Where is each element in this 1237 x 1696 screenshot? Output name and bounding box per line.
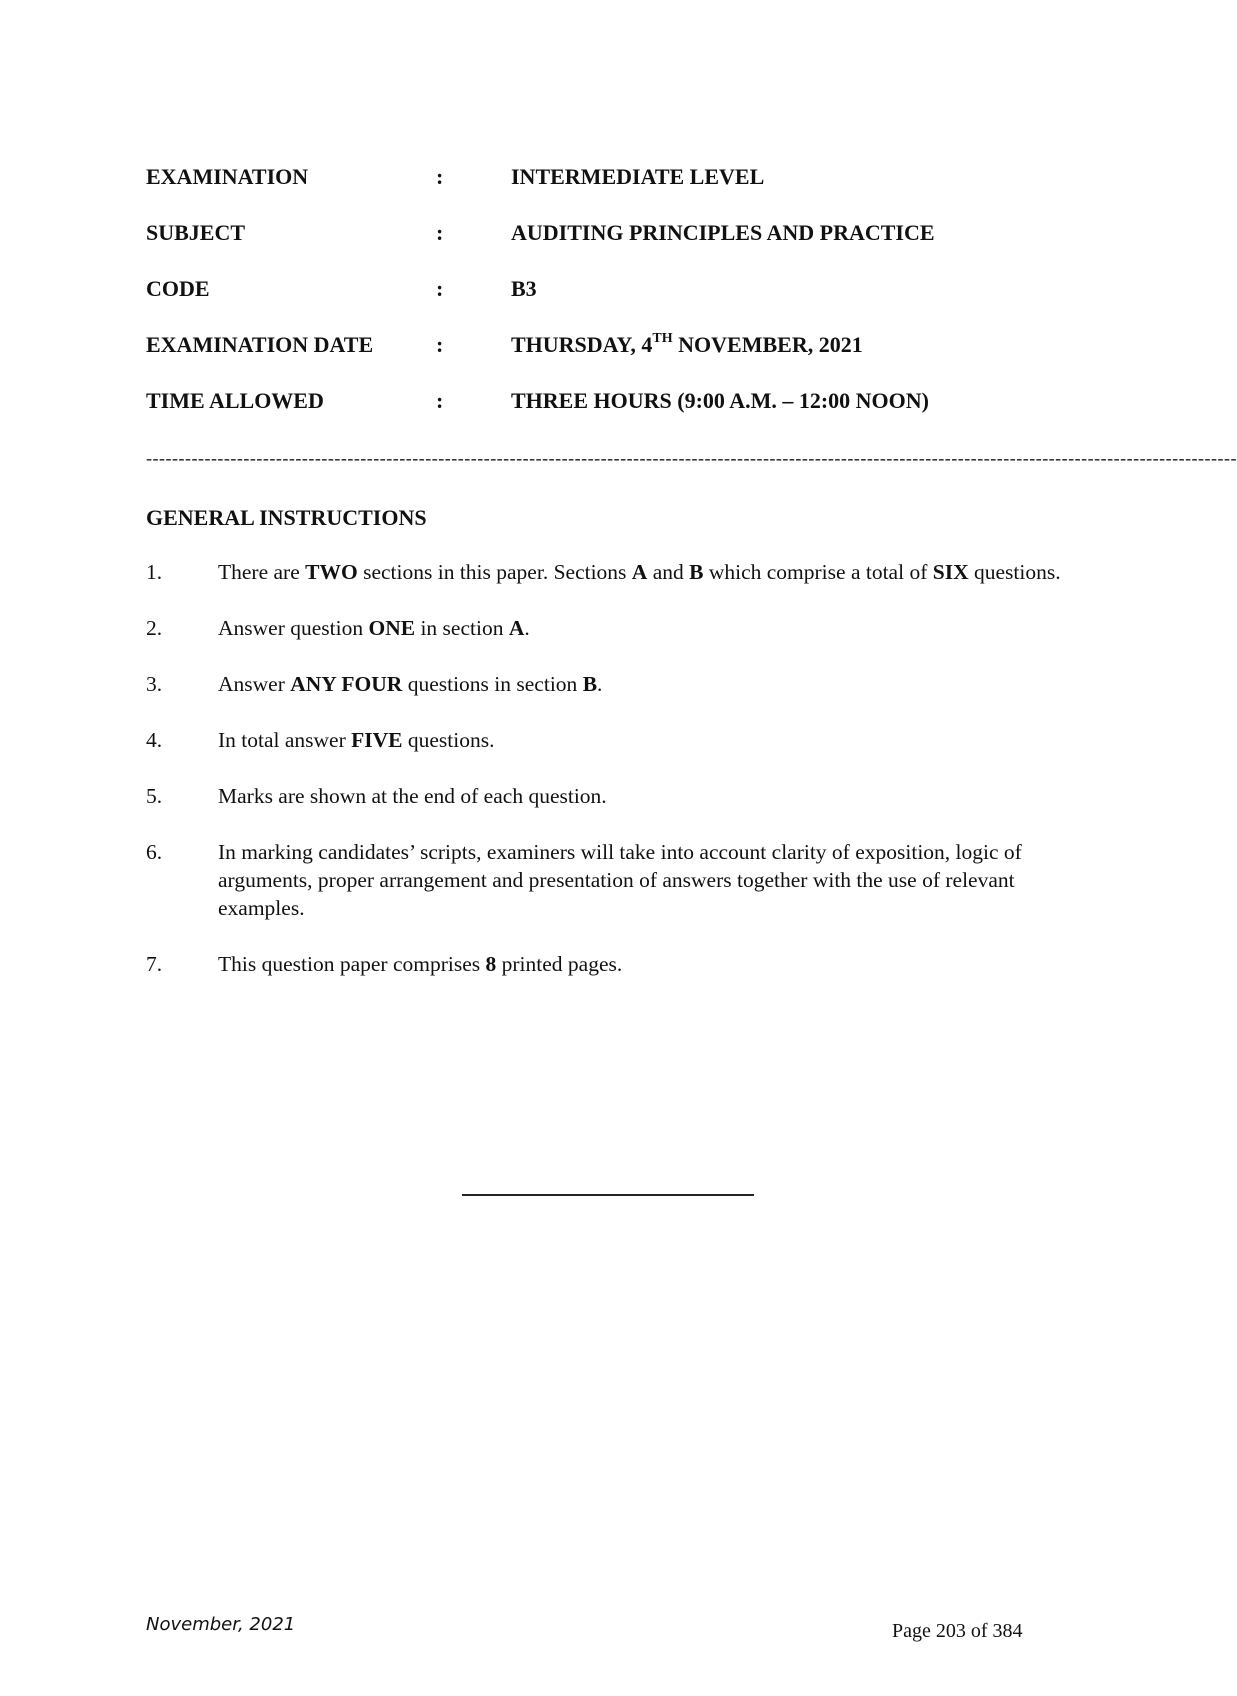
instruction-number: 3. [146, 672, 163, 696]
detail-separator: : [436, 164, 444, 189]
general-instructions-heading: GENERAL INSTRUCTIONS [146, 505, 427, 530]
emphasis-text: 8 [485, 952, 497, 976]
instruction-number: 2. [146, 616, 163, 640]
detail-separator: : [436, 332, 444, 357]
exam-detail-row [146, 162, 1066, 218]
emphasis-text: TWO [305, 560, 358, 584]
detail-value: THREE HOURS (9:00 A.M. – 12:00 NOON) [511, 388, 929, 413]
date-suffix: NOVEMBER, 2021 [672, 332, 863, 357]
date-ordinal-suffix: TH [652, 330, 673, 346]
instructions-list [146, 558, 1076, 1006]
exam-detail-row [146, 330, 1066, 386]
detail-separator: : [436, 220, 444, 245]
emphasis-text: A [508, 616, 525, 640]
exam-details-table [146, 162, 1066, 442]
instruction-number: 5. [146, 784, 163, 808]
detail-label: SUBJECT [146, 220, 246, 245]
instruction-text: Marks are shown at the end of each question. [218, 784, 607, 808]
exam-detail-row [146, 274, 1066, 330]
footer-date: November, 2021 [146, 1614, 296, 1635]
instruction-text: This question paper comprises 8 printed pages. [218, 952, 623, 976]
instruction-item [146, 950, 1076, 978]
instruction-text: Answer ANY FOUR questions in section B. [218, 672, 603, 696]
instruction-item [146, 558, 1076, 586]
instruction-text: Answer question ONE in section A. [218, 616, 530, 640]
detail-label: TIME ALLOWED [146, 388, 324, 413]
instruction-item [146, 726, 1076, 754]
instruction-item [146, 782, 1076, 810]
instruction-number: 1. [146, 560, 163, 584]
detail-label: EXAMINATION [146, 164, 309, 189]
detail-label: CODE [146, 276, 210, 301]
instruction-text: In marking candidates’ scripts, examiners will take into account clarity of exposition, logic of arguments, proper arrangement and presentation of answers together with the use of relevant examples. [218, 840, 1022, 920]
footer-page-number: Page 203 of 384 [892, 1620, 1023, 1642]
detail-label: EXAMINATION DATE [146, 332, 374, 357]
detail-value: INTERMEDIATE LEVEL [511, 164, 765, 189]
emphasis-text: A [631, 560, 648, 584]
dashed-divider: ------------------------------------------------------------------------------------------------------------------------------------------------------------------------ [146, 448, 1237, 468]
emphasis-text: ONE [368, 616, 416, 640]
instruction-item [146, 838, 1076, 922]
emphasis-text: B [689, 560, 704, 584]
instruction-number: 4. [146, 728, 163, 752]
emphasis-text: B [582, 672, 598, 696]
emphasis-text: ANY FOUR [290, 672, 403, 696]
exam-detail-row [146, 386, 1066, 442]
instruction-number: 7. [146, 952, 163, 976]
instruction-number: 6. [146, 840, 163, 864]
detail-separator: : [436, 388, 444, 413]
end-rule-divider [462, 1194, 754, 1196]
instruction-text: In total answer FIVE questions. [218, 728, 495, 752]
exam-detail-row [146, 218, 1066, 274]
emphasis-text: SIX [932, 560, 969, 584]
emphasis-text: FIVE [351, 728, 403, 752]
detail-value [511, 330, 863, 360]
instruction-item [146, 614, 1076, 642]
detail-value: AUDITING PRINCIPLES AND PRACTICE [511, 220, 935, 245]
detail-separator: : [436, 276, 444, 301]
instruction-text: There are TWO sections in this paper. Sections A and B which comprise a total of SIX questions. [218, 560, 1061, 584]
instruction-item [146, 670, 1076, 698]
detail-value: B3 [511, 276, 537, 301]
date-prefix: THURSDAY, 4 [511, 332, 653, 357]
